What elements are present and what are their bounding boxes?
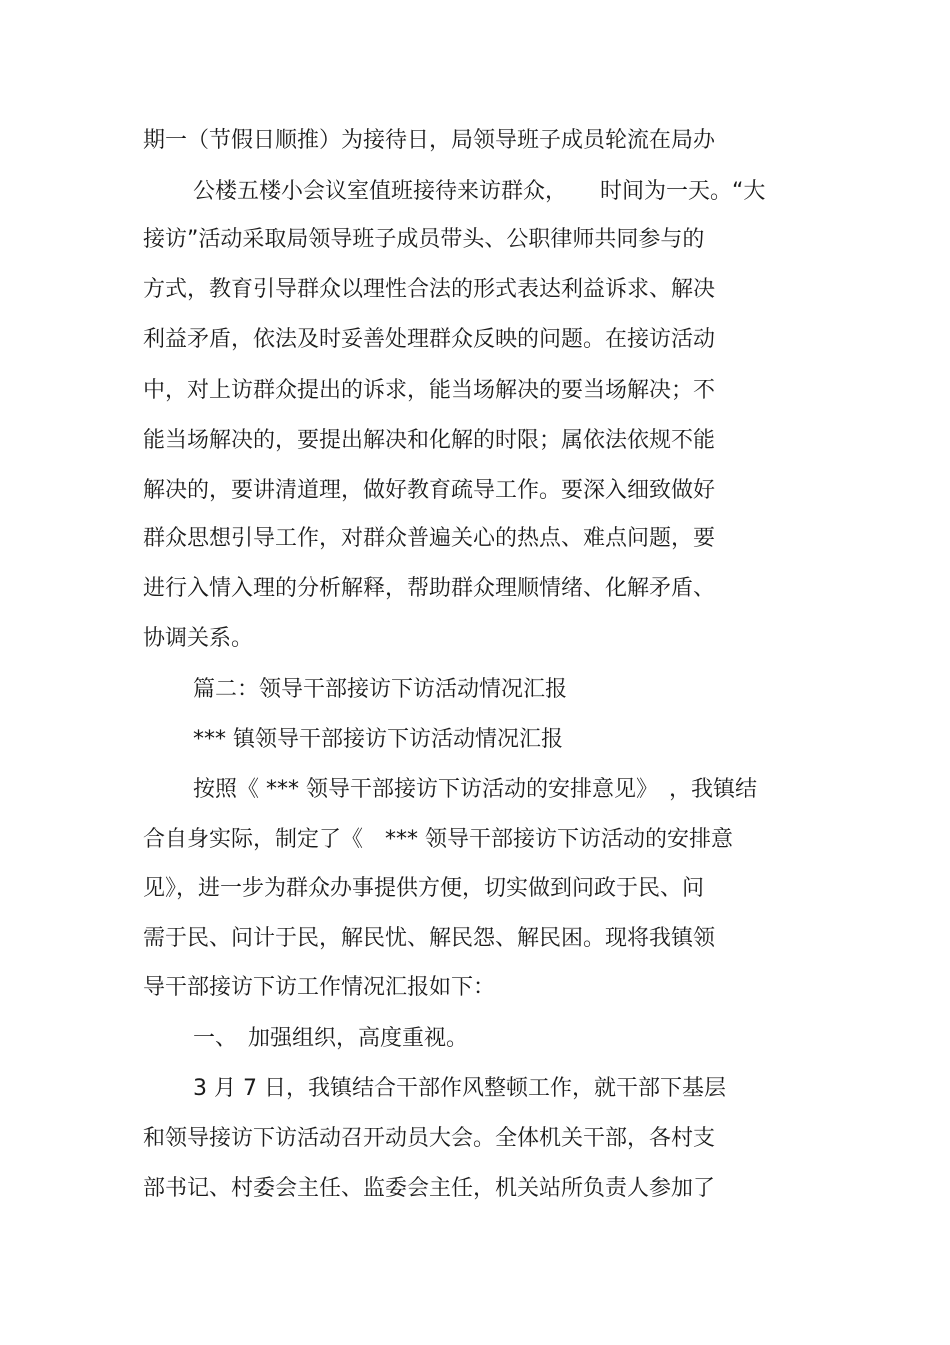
text-line-7: 能当场解决的，要提出解决和化解的时限；属依法依规不能 xyxy=(143,428,716,453)
text-line-21: 和领导接访下访活动召开动员大会。全体机关干部，各村支 xyxy=(143,1126,716,1151)
subsection-heading: 一、 加强组织，高度重视。 xyxy=(193,1026,469,1051)
text-line-3: 接访”活动采取局领导班子成员带头、公职律师共同参与的 xyxy=(143,227,705,252)
text-line-18: 导干部接访下访工作情况汇报如下： xyxy=(143,975,496,1000)
text-line-5: 利益矛盾，依法及时妥善处理群众反映的问题。在接访活动 xyxy=(143,327,716,352)
text-line-22: 部书记、村委会主任、监委会主任，机关站所负责人参加了 xyxy=(143,1176,716,1201)
text-line-20: 3 月 7 日，我镇结合干部作风整顿工作，就干部下基层 xyxy=(193,1076,726,1101)
text-line-14: 按照《 *** 领导干部接访下访活动的安排意见》 ，我镇结 xyxy=(193,777,757,802)
text-line-15: 合自身实际，制定了《 *** 领导干部接访下访活动的安排意 xyxy=(143,827,733,852)
text-line-16: 见》，进一步为群众办事提供方便，切实做到问政于民、问 xyxy=(143,876,705,901)
text-line-4: 方式，教育引导群众以理性合法的形式表达利益诉求、解决 xyxy=(143,277,716,302)
text-line-8: 解决的，要讲清道理，做好教育疏导工作。要深入细致做好 xyxy=(143,478,716,503)
text-line-2: 公楼五楼小会议室值班接待来访群众， 时间为一天。“大 xyxy=(193,179,766,204)
text-line-6: 中，对上访群众提出的诉求，能当场解决的要当场解决；不 xyxy=(143,378,716,403)
text-line-17: 需于民、问计于民，解民忧、解民怨、解民困。现将我镇领 xyxy=(143,926,716,951)
report-title: *** 镇领导干部接访下访活动情况汇报 xyxy=(193,727,563,752)
section-heading: 篇二：领导干部接访下访活动情况汇报 xyxy=(193,677,568,702)
text-line-11: 协调关系。 xyxy=(143,626,254,651)
text-line-9: 群众思想引导工作，对群众普遍关心的热点、难点问题，要 xyxy=(143,526,716,551)
text-line-10: 进行入情入理的分析解释，帮助群众理顺情绪、化解矛盾、 xyxy=(143,576,716,601)
text-line-1: 期一（节假日顺推）为接待日，局领导班子成员轮流在局办 xyxy=(143,128,716,153)
